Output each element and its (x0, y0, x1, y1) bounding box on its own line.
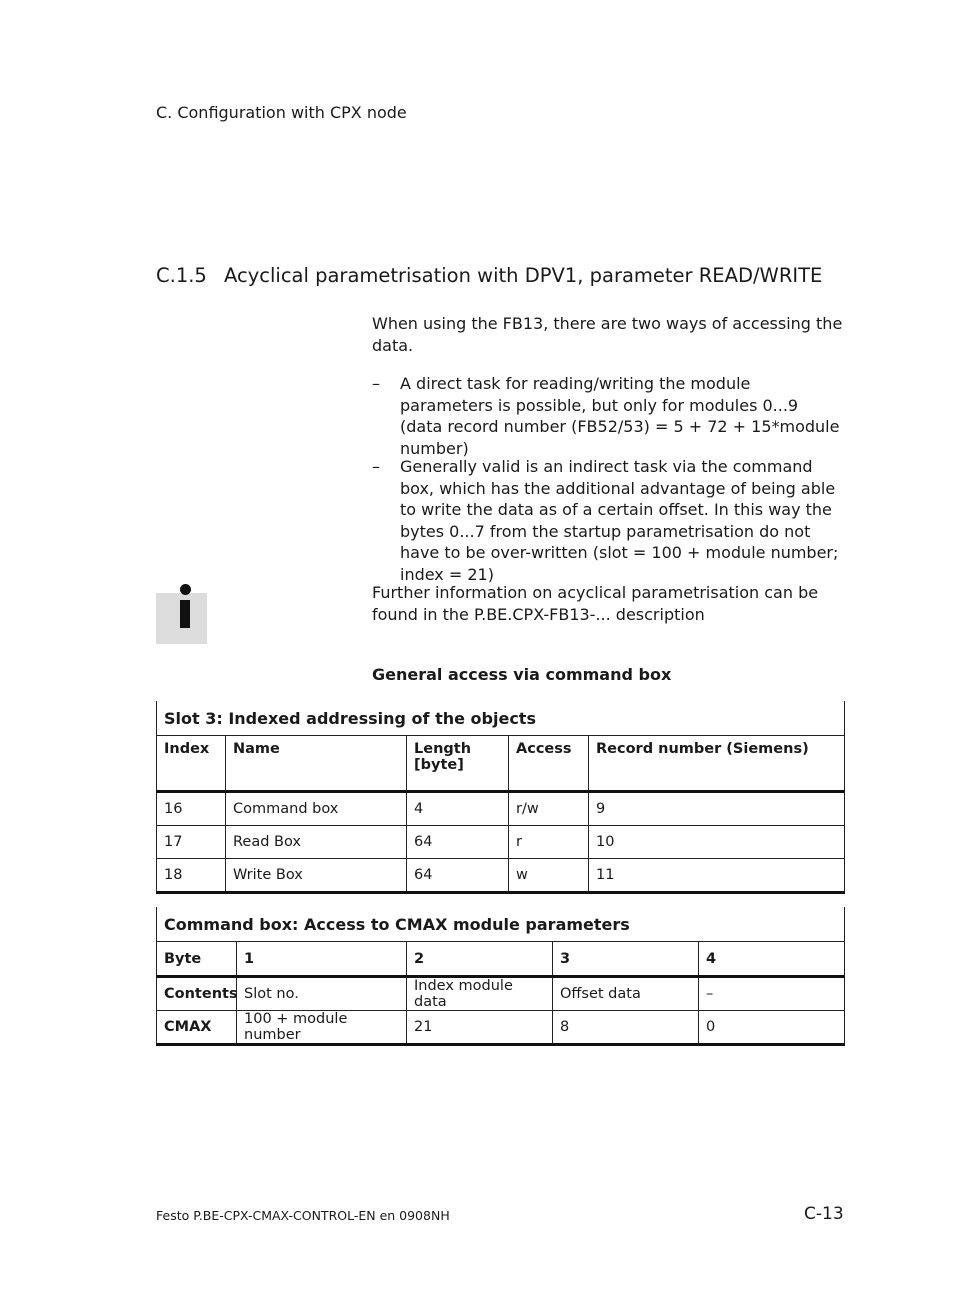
footer-doc-id: Festo P.BE-CPX-CMAX-CONTROL-EN en 0908NH (156, 1208, 450, 1223)
info-icon-stem (180, 600, 190, 628)
table-cell: 16 (157, 792, 226, 826)
table-row (157, 859, 845, 893)
intro-paragraph: When using the FB13, there are two ways of accessing the data. (372, 314, 843, 355)
bullet-text: Generally valid is an indirect task via the command box, which has the additional advantage of being able to write the data as of a certain offset. In this way the bytes 0...7 from the startup parametrisation do not have to be over-written (slot = 100 + module number; index = 21) (400, 457, 839, 584)
row-label-cell: Contents (157, 977, 237, 1011)
table-cell: 8 (553, 1011, 699, 1045)
slot3-table (156, 701, 845, 894)
table-cell: Write Box (226, 859, 407, 893)
table-heading: General access via command box (372, 665, 672, 684)
table-caption: Slot 3: Indexed addressing of the objects (157, 701, 845, 736)
section-title (156, 264, 822, 287)
table-cell: 11 (589, 859, 845, 893)
table-cell: Index module data (407, 977, 553, 1011)
bullet-dash: – (372, 457, 380, 476)
header-cell: Byte (157, 942, 237, 977)
table-header-row (157, 942, 845, 977)
table-cell: 64 (407, 859, 509, 893)
header-cell: Record number (Siemens) (589, 736, 845, 792)
table-cell: 21 (407, 1011, 553, 1045)
table-caption-row (157, 907, 845, 942)
bullet-item (372, 373, 844, 459)
table-cell: 9 (589, 792, 845, 826)
table-row (157, 1011, 845, 1045)
table-cell: 4 (407, 792, 509, 826)
table-caption: Command box: Access to CMAX module parameters (157, 907, 845, 942)
table-cell: 0 (699, 1011, 845, 1045)
table-cell: 64 (407, 826, 509, 859)
running-head: C. Configuration with CPX node (156, 103, 407, 122)
table-cell: 18 (157, 859, 226, 893)
page-number: C-13 (804, 1204, 844, 1224)
section-title-text: Acyclical parametrisation with DPV1, parameter READ/WRITE (224, 264, 823, 287)
table-header-row (157, 736, 845, 792)
table-caption-row (157, 701, 845, 736)
header-cell: Name (226, 736, 407, 792)
info-icon-dot (180, 584, 191, 595)
table-cell: Slot no. (237, 977, 407, 1011)
info-note: Further information on acyclical parametrisation can be found in the P.BE.CPX-FB13-... description (372, 583, 819, 624)
table-row (157, 977, 845, 1011)
table-row (157, 826, 845, 859)
header-cell: Access (509, 736, 589, 792)
header-cell: 2 (407, 942, 553, 977)
header-cell: Index (157, 736, 226, 792)
table-cell: – (699, 977, 845, 1011)
table-cell: Offset data (553, 977, 699, 1011)
table-cell: w (509, 859, 589, 893)
table-cell: r (509, 826, 589, 859)
header-cell: 1 (237, 942, 407, 977)
table-row (157, 792, 845, 826)
bullet-text: A direct task for reading/writing the module parameters is possible, but only for modules 0...9 (data record number (FB52/53) = 5 + 72 + 15*module number) (400, 374, 840, 458)
header-cell: 4 (699, 942, 845, 977)
bullet-dash: – (372, 374, 380, 393)
section-number: C.1.5 (156, 264, 207, 287)
row-label-cell: CMAX (157, 1011, 237, 1045)
command-box-table (156, 907, 845, 1046)
header-cell: 3 (553, 942, 699, 977)
table-cell: Command box (226, 792, 407, 826)
table-cell: 100 + module number (237, 1011, 407, 1045)
table-cell: r/w (509, 792, 589, 826)
table-cell: 17 (157, 826, 226, 859)
table-cell: 10 (589, 826, 845, 859)
header-cell: Length [byte] (407, 736, 509, 792)
table-cell: Read Box (226, 826, 407, 859)
bullet-item (372, 456, 844, 585)
